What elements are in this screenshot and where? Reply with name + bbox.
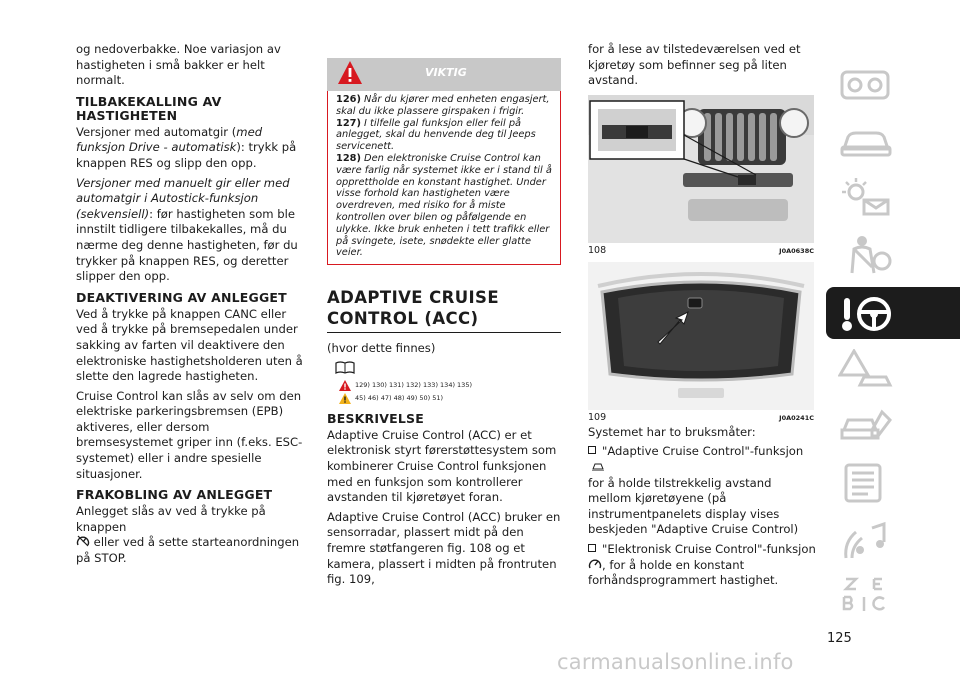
figure-108 [588,95,814,256]
caution-triangle-icon [339,393,351,404]
front-bumper-radar-photo [588,95,814,243]
figure-code: J0A0638C [779,246,814,255]
paragraph: og nedoverbakke. Noe variasjon av hastigheten i små bakker er helt normalt. [76,42,281,88]
warning-triangle-icon [339,380,351,391]
availability-note: (hvor dette finnes) [327,341,436,356]
key-steering-wheel-icon [838,292,894,336]
light-signal-icon [838,178,894,218]
watermark: carmanualsonline.info [557,650,794,674]
bullet-item: "Elektronisk Cruise Control"-funksjon , for å holde en konstant forhåndsprogrammert hastighet. [588,541,816,588]
heading-frakobling: FRAKOBLING AV ANLEGGET [76,487,273,503]
tab-specifications[interactable] [826,458,960,510]
figure-caption [588,412,814,423]
tab-starting-driving[interactable] [826,287,960,339]
warning-box-header [327,58,561,91]
warning-triangle-icon [337,60,363,86]
warning-box-title: VIKTIG [425,66,467,79]
adaptive-cruise-icon [591,461,605,471]
column-left [76,42,308,571]
toolbox-car-icon [838,406,894,446]
note-references: 45) 46) 47) 48) 49) 50) 51) [339,393,561,404]
paragraph: Versjoner med automatgir (med funksjon Drive - automatisk): trykk på knappen RES og slipp den opp. [76,124,297,170]
car-dashboard-icon [838,64,894,104]
heading-beskrivelse: BESKRIVELSE [327,410,424,426]
seatbelt-person-icon [838,235,894,275]
speedometer-icon [588,558,602,570]
chapter-tabs [826,59,960,629]
speedometer-off-icon [76,535,90,547]
car-icon [838,121,894,161]
column-middle [327,58,561,592]
column-right [588,42,816,593]
figure-code: J0A0241C [779,413,814,422]
specifications-list-icon [838,463,894,503]
warning-references: 129) 130) 131) 132) 133) 134) 135) [339,380,561,391]
paragraph: Anlegget slås av ved å trykke på knappen eller ved å sette starteanordningen på STOP. [76,504,300,566]
warning-128: 128) Den elektroniske Cruise Control kan være farlig når systemet ikke er i stand til å opprettholde en konstant hastighet. Under visse forhold kan hastigheten være overdreven, med risiko for å miste kontrollen over bilen og påfølgende en ulykke. Ikke bruk enheten i tett trafikk eller på svingete, isete, snødekte eller glatte veier. [336,152,552,259]
tab-dashboard[interactable] [826,59,960,111]
paragraph: Adaptive Cruise Control (ACC) bruker en sensorradar, plassert midt på den fremre støtfangeren fig. 108 og et kamera, plassert i midten på frontruten fig. 109, [327,509,561,587]
heading-tilbakekalling: TILBAKEKALLING AV HASTIGHETEN [76,93,222,123]
paragraph: Ved å trykke på knappen CANC eller ved å trykke på bremsepedalen under sakking av farten vil deaktivere den elektroniske hastighetsholderen uten å slette den lagrede hastigheten. [76,306,303,384]
alphabet-index-icon [838,577,894,617]
tab-lights[interactable] [826,173,960,225]
heading-adaptive-cruise-control: ADAPTIVE CRUISE CONTROL (ACC) [327,287,561,333]
paragraph: for å holde tilstrekkelig avstand mellom kjøretøyene (på instrumentpanelets display vises beskjeden "Adaptive Cruise Control) [588,475,799,537]
figure-number: 109 [588,411,607,423]
tab-multimedia[interactable] [826,515,960,567]
warning-127: 127) I tilfelle gal funksjon eller feil på anlegget, skal du henvende deg til Jeeps servicenett. [336,117,536,153]
checkbox-bullet-icon [588,446,596,454]
tab-emergency[interactable] [826,344,960,396]
checkbox-bullet-icon [588,544,596,552]
warning-126: 126) Når du kjører med enheten engasjert, skal du ikke plassere girspaken i frigir. [336,94,550,117]
tab-safety[interactable] [826,230,960,282]
paragraph: Versjoner med manuelt gir eller med automatgir i Autostick-funksjon (sekvensiell): før hastigheten som ble innstilt tidligere tilbakekalles, må du nærme deg denne hastigheten, før du trykker på knappen RES, og deretter slipper den opp. [76,175,298,284]
warning-box-body [327,91,561,265]
paragraph: for å lese av tilstedeværelsen ved et kjøretøy som befinner seg på liten avstand. [588,42,801,88]
paragraph: Adaptive Cruise Control (ACC) er et elektronisk styrt førerstøttesystem som kombinerer Cruise Control funksjonen med en funksjon som kontrollerer avstanden til kjøretøyet foran. [327,427,557,505]
tab-car[interactable] [826,116,960,168]
figure-number: 108 [588,244,607,256]
page-number: 125 [827,631,852,646]
tab-index[interactable] [826,572,960,624]
book-reference-icon [335,360,355,374]
figure-caption [588,245,814,256]
heading-deaktivering: DEAKTIVERING AV ANLEGGET [76,289,287,305]
tab-maintenance[interactable] [826,401,960,453]
warning-car-icon [838,349,894,389]
multimedia-icon [838,520,894,560]
paragraph: Systemet har to bruksmåter: [588,424,756,439]
windshield-camera-photo [588,262,814,410]
paragraph: Cruise Control kan slås av selv om den elektriske parkeringsbremsen (EPB) aktiveres, eller dersom bremsesystemet griper inn (f.eks. ESC-systemet) eller i andre spesielle situasjoner. [76,388,303,481]
figure-109 [588,262,814,423]
bullet-item: "Adaptive Cruise Control"-funksjon [588,444,816,475]
